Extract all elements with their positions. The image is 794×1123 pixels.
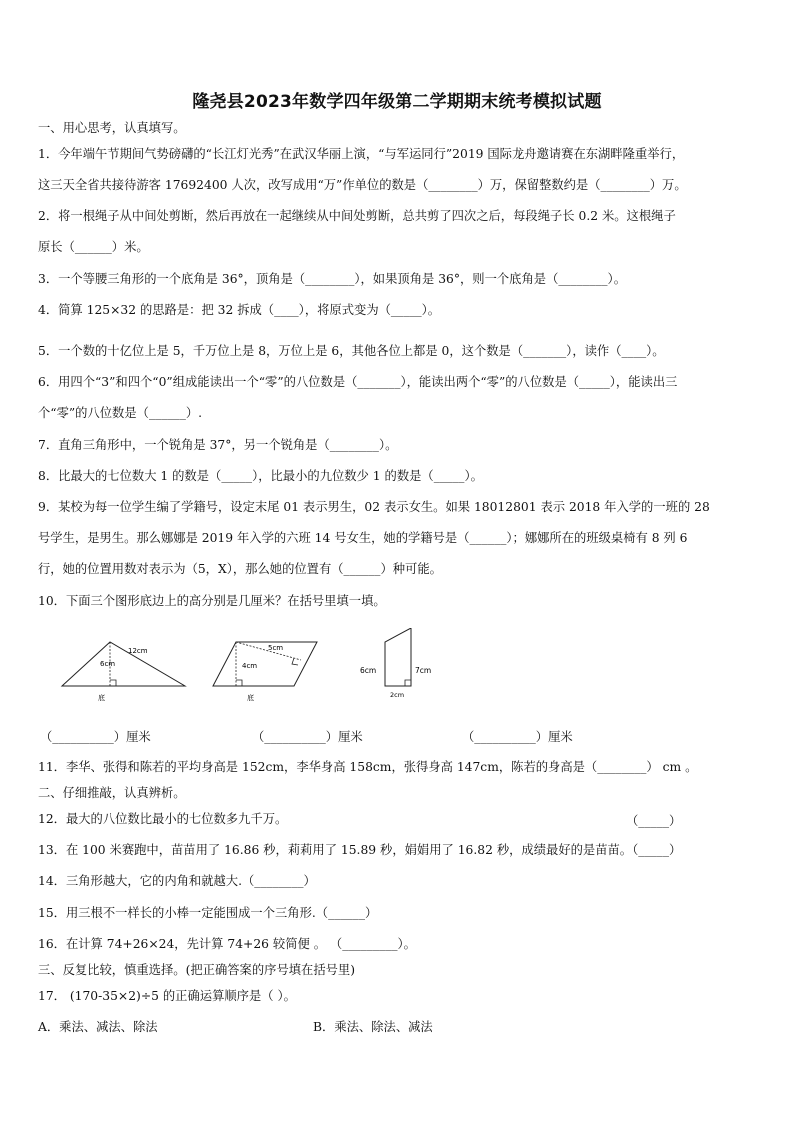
question-2-line-2: 原长（______）米。: [38, 240, 149, 254]
question-1-line-1: 1．今年端午节期间气势磅礴的“长江灯光秀”在武汉华丽上演，“与军运同行”2019 国际龙舟邀请赛在东湖畔隆重举行，: [38, 147, 685, 161]
question-12: 12．最大的八位数比最小的七位数多九千万。: [38, 812, 288, 826]
trapezoid-left-label: 6cm: [360, 666, 377, 675]
parallelogram-shape: [213, 642, 317, 686]
question-9-line-1: 9．某校为每一位学生编了学籍号，设定末尾 01 表示男生，02 表示女生。如果 18012801 表示 2018 年入学的一班的 28: [38, 500, 710, 514]
figure-2-answer: （__________）厘米: [252, 730, 363, 744]
question-2-line-1: 2．将一根绳子从中间处剪断，然后再放在一起继续从中间处剪断，总共剪了四次之后，每段绳子长 0.2 米。这根绳子: [38, 209, 676, 223]
question-14: 14．三角形越大，它的内角和就越大.（________）: [38, 874, 316, 888]
question-6-line-1: 6．用四个“3”和四个“0”组成能读出一个“零”的八位数是（_______），能读出两个“零”的八位数是（_____），能读出三: [38, 375, 678, 389]
section-heading-1: 一、用心思考，认真填写。: [38, 121, 186, 135]
question-7: 7．直角三角形中，一个锐角是 37°，另一个锐角是（________）。: [38, 438, 398, 452]
question-17: 17． (170-35×2)÷5 的正确运算顺序是（ ）。: [38, 989, 296, 1003]
figure-3-answer: （__________）厘米: [462, 730, 573, 744]
section-heading-3: 三、反复比较，慎重选择。(把正确答案的序号填在括号里): [38, 963, 356, 977]
triangle-shape: [62, 642, 185, 686]
trapezoid-shape: [385, 628, 411, 686]
parallelogram-side-label: 5cm: [268, 644, 284, 652]
right-angle-mark: [110, 680, 116, 686]
figure-1-answer: （__________）厘米: [40, 730, 151, 744]
question-6-line-2: 个“零”的八位数是（______）.: [38, 406, 203, 420]
triangle-height-label: 6cm: [100, 660, 116, 668]
question-3: 3．一个等腰三角形的一个底角是 36°，顶角是（________），如果顶角是 36°，则一个底角是（________）。: [38, 272, 626, 286]
triangle-base-label: 底: [98, 694, 105, 702]
question-9-line-3: 行，她的位置用数对表示为（5，X），那么她的位置有（______）种可能。: [38, 562, 442, 576]
question-10: 10．下面三个图形底边上的高分别是几厘米？在括号里填一填。: [38, 594, 386, 608]
question-15: 15．用三根不一样长的小棒一定能围成一个三角形.（______）: [38, 906, 378, 920]
triangle-side-label: 12cm: [128, 647, 148, 655]
trapezoid-figure: [360, 628, 431, 699]
q10-figures: [40, 628, 760, 708]
trapezoid-right-label: 7cm: [415, 666, 432, 675]
parallelogram-height-label: 4cm: [242, 662, 258, 670]
question-13: 13．在 100 米赛跑中，苗苗用了 16.86 秒，莉莉用了 15.89 秒，娟娟用了 16.82 秒，成绩最好的是苗苗。（_____）: [38, 843, 682, 857]
right-angle-mark: [405, 680, 411, 686]
question-9-line-2: 号学生，是男生。那么娜娜是 2019 年入学的六班 14 号女生，她的学籍号是（______）；娜娜所在的班级桌椅有 8 列 6: [38, 531, 688, 545]
question-1-line-2: 这三天全省共接待游客 17692400 人次，改写成用“万”作单位的数是（________）万，保留整数约是（________）万。: [38, 178, 687, 192]
question-17-option-a: A．乘法、减法、除法: [38, 1020, 158, 1034]
trapezoid-base-label: 2cm: [390, 691, 405, 699]
question-4: 4．简算 125×32 的思路是：把 32 拆成（____），将原式变为（_____）。: [38, 303, 441, 317]
section-heading-2: 二、仔细推敲，认真辨析。: [38, 786, 186, 800]
question-5: 5．一个数的十亿位上是 5，千万位上是 8，万位上是 6，其他各位上都是 0，这个数是（_______），读作（____）。: [38, 344, 665, 358]
question-8: 8．比最大的七位数大 1 的数是（_____），比最小的九位数少 1 的数是（_____）。: [38, 469, 483, 483]
right-angle-mark: [236, 680, 242, 686]
question-12-answer: （_____）: [626, 814, 682, 828]
question-11: 11．李华、张得和陈若的平均身高是 152cm，李华身高 158cm，张得身高 147cm，陈若的身高是（________） cm 。: [38, 760, 698, 774]
question-17-option-b: B．乘法、除法、减法: [313, 1020, 433, 1034]
page-title: 隆尧县2023年数学四年级第二学期期末统考模拟试题: [192, 92, 602, 112]
question-16: 16．在计算 74+26×24，先计算 74+26 较简便 。 （_________）。: [38, 937, 416, 951]
parallelogram-figure: [213, 642, 317, 702]
triangle-figure: [62, 642, 185, 702]
parallelogram-base-label: 底: [247, 694, 254, 702]
